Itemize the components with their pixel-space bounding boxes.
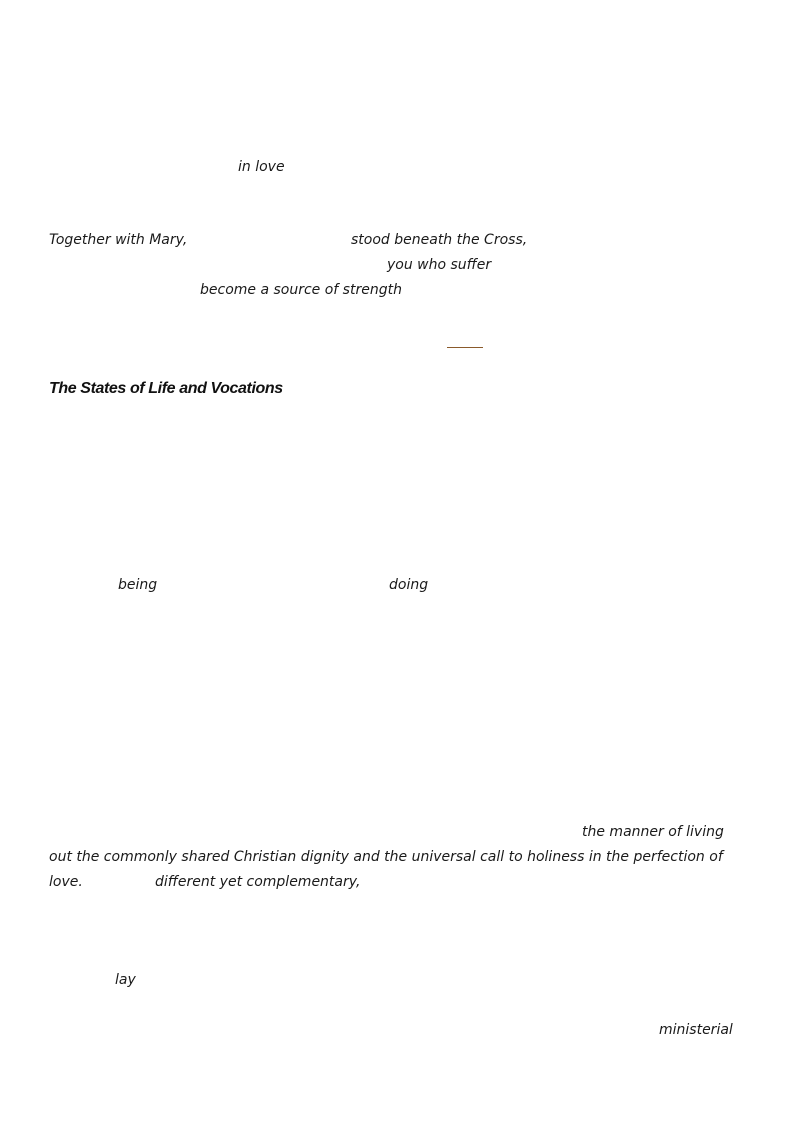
text-fragment-dignity-line: out the commonly shared Christian dignity and the universal call to holiness in the perfection of — [49, 849, 723, 865]
text-fragment-stood-beneath-cross: stood beneath the Cross, — [351, 232, 528, 248]
text-fragment-complementary: different yet complementary, — [155, 874, 361, 890]
text-fragment-source-of-strength: become a source of strength — [200, 282, 402, 298]
text-fragment-lay: lay — [115, 972, 136, 988]
text-fragment-love: love. — [49, 874, 83, 890]
text-fragment-being: being — [118, 577, 158, 593]
text-fragment-you-who-suffer: you who suffer — [387, 257, 492, 273]
footnote-rule — [447, 347, 483, 348]
text-fragment-ministerial: ministerial — [659, 1022, 733, 1038]
text-fragment-in-love: in love — [238, 159, 285, 175]
section-heading: The States of Life and Vocations — [49, 380, 283, 397]
text-fragment-manner-of-living: the manner of living — [582, 824, 724, 840]
text-fragment-doing: doing — [389, 577, 429, 593]
text-fragment-together-with-mary: Together with Mary, — [49, 232, 188, 248]
